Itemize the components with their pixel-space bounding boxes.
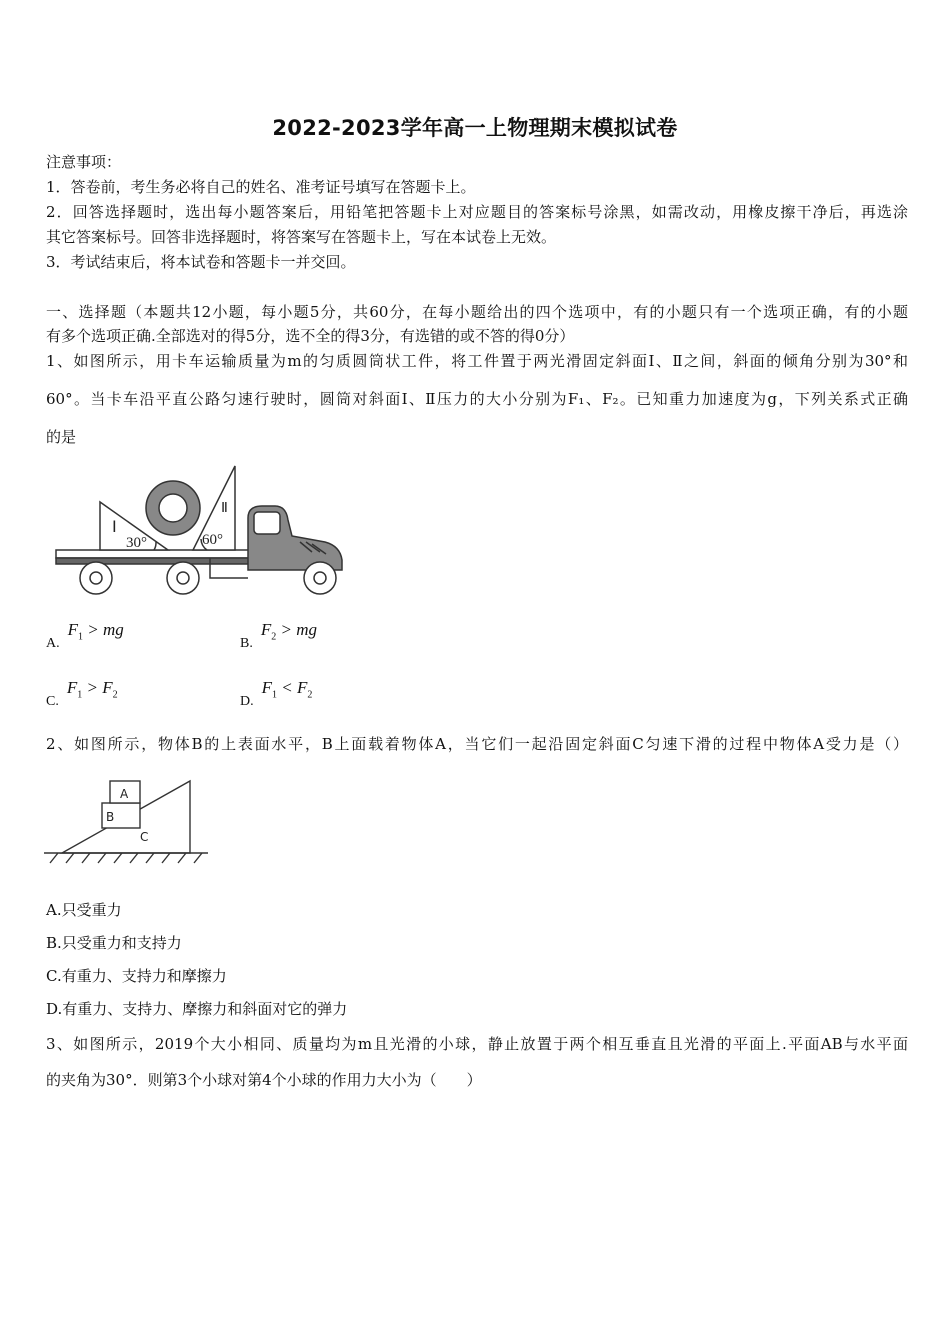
ground-hatch	[50, 853, 202, 863]
q2-stem: 2、如图所示，物体B的上表面水平，B上面载着物体A，当它们一起沿固定斜面C匀速下滑的过程中物体A受力是（）	[46, 735, 908, 753]
q2-option-a[interactable]: A.只受重力	[46, 901, 122, 919]
notice-item-2-cont: 其它答案标号。回答非选择题时，将答案写在答题卡上，写在本试卷上无效。	[46, 228, 557, 246]
q3-stem-line-2: 的夹角为30°．则第3个小球对第4个小球的作用力大小为（ ）	[46, 1071, 482, 1089]
q1-option-d[interactable]: $D.F_1 < F_2$	[240, 678, 313, 709]
label-incline-C: C	[140, 830, 149, 844]
q1-option-c[interactable]: $C.F_1 > F_2$	[46, 678, 118, 709]
q2-option-d[interactable]: D.有重力、支持力、摩擦力和斜面对它的弹力	[46, 1000, 348, 1018]
q2-option-c[interactable]: C.有重力、支持力和摩擦力	[46, 967, 227, 985]
label-angle-60: 60°	[202, 532, 223, 548]
notice-heading: 注意事项：	[46, 153, 122, 171]
q1-option-a[interactable]: $A.F_1$ > mg	[46, 620, 124, 651]
label-block-A: A	[120, 787, 129, 801]
cylinder-inner	[159, 494, 187, 522]
cab-window	[254, 512, 280, 534]
q1-option-b[interactable]: $B.F_2$ > mg	[240, 620, 317, 651]
section-heading-line-1: 一、选择题（本题共12小题，每小题5分，共60分，在每小题给出的四个选项中，有的小题只有一个选项正确，有的小题	[46, 303, 908, 321]
q2-option-b[interactable]: B.只受重力和支持力	[46, 934, 182, 952]
label-angle-30: 30°	[126, 535, 147, 551]
notice-item-2: 2．回答选择题时，选出每小题答案后，用铅笔把答题卡上对应题目的答案标号涂黑，如需改动，用橡皮擦干净后，再选涂	[46, 203, 908, 221]
q3-stem-line-1: 3、如图所示，2019个大小相同、质量均为m且光滑的小球，静止放置于两个相互垂直且光滑的平面上.平面AB与水平面	[46, 1035, 908, 1053]
q1-stem-line-1: 1、如图所示，用卡车运输质量为m的匀质圆筒状工件，将工件置于两光滑固定斜面Ⅰ、Ⅱ之间，斜面的倾角分别为30°和	[46, 352, 908, 370]
truck-flatbed	[56, 550, 252, 558]
truck-frame	[56, 558, 252, 564]
q1-truck-figure	[50, 460, 350, 605]
page-title: 2022-2023学年高一上物理期末模拟试卷	[272, 116, 678, 140]
section-heading-line-2: 有多个选项正确.全部选对的得5分，选不全的得3分，有选错的或不答的得0分）	[46, 327, 575, 345]
q1-stem-line-2: 60°。当卡车沿平直公路匀速行驶时，圆筒对斜面Ⅰ、Ⅱ压力的大小分别为F₁、F₂。已知重力加速度为g，下列关系式正确	[46, 390, 908, 408]
label-incline-II: Ⅱ	[221, 501, 228, 516]
q2-incline-figure	[44, 775, 214, 867]
label-incline-I: Ⅰ	[112, 519, 117, 536]
notice-item-3: 3．考试结束后，将本试卷和答题卡一并交回。	[46, 253, 356, 271]
label-block-B: B	[106, 810, 115, 824]
notice-item-1: 1．答卷前，考生务必将自己的姓名、准考证号填写在答题卡上。	[46, 178, 476, 196]
q1-stem-line-3: 的是	[46, 428, 77, 446]
